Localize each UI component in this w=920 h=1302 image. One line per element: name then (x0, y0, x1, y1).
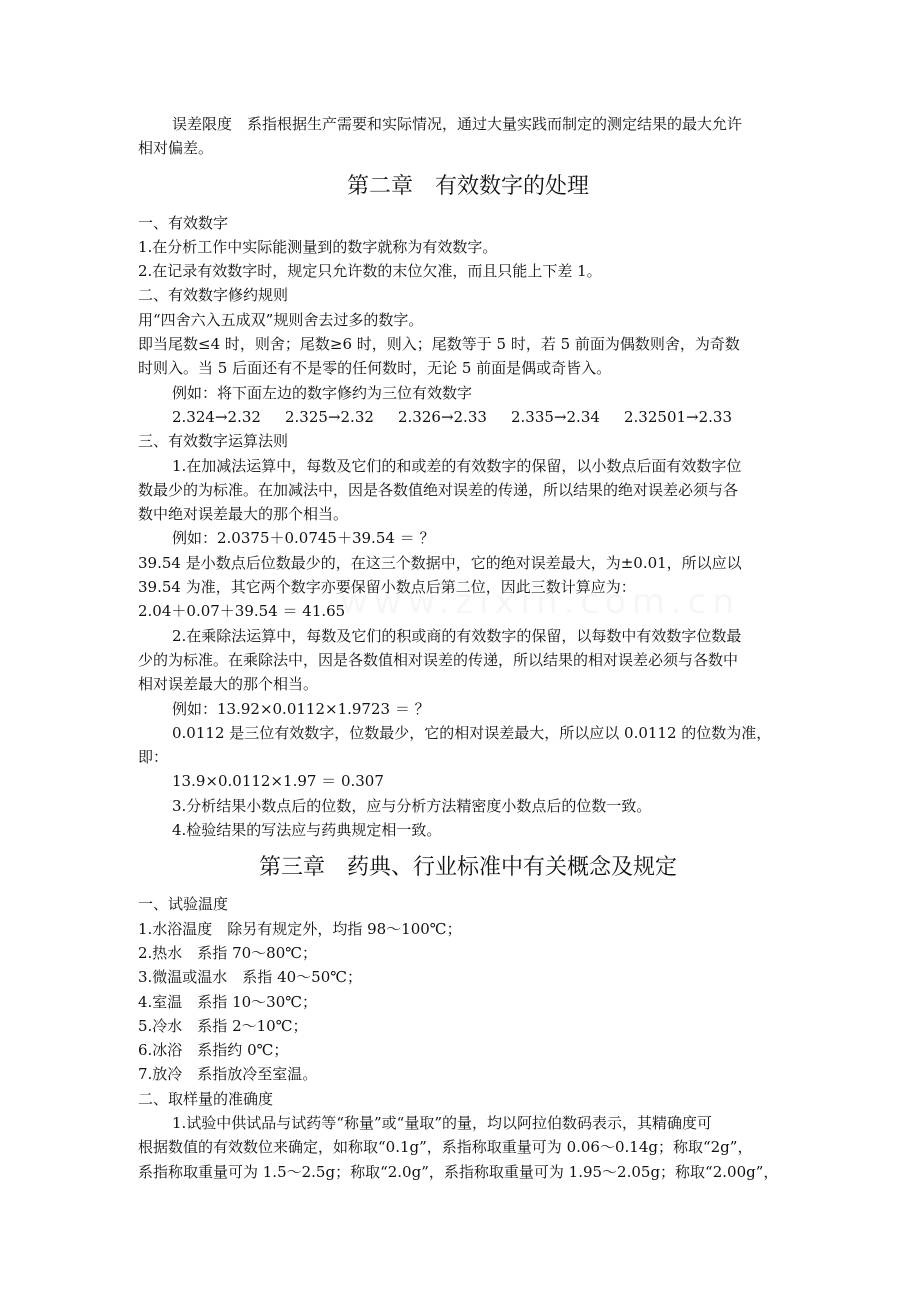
calculation-line: 13.9×0.0112×1.97 ＝ 0.307 (172, 772, 384, 791)
document-page (138, 112, 798, 1184)
paragraph-line: 即当尾数≤4 时，则舍；尾数≥6 时，则入；尾数等于 5 时，若 5 前面为偶数则舍，为奇数 (138, 335, 740, 354)
intro-line-1: 误差限度 系指根据生产需要和实际情况，通过大量实践而制定的测定结果的最大允许 (172, 115, 743, 133)
list-item: 5.冷水 系指 2～10℃； (138, 1016, 308, 1035)
paragraph-line: 0.0112 是三位有效数字，位数最少，它的相对误差最大，所以应以 0.0112 的位数为准， (172, 723, 772, 742)
list-item: 7.放冷 系指放冷至室温。 (138, 1065, 318, 1084)
list-item: 1.在分析工作中实际能测量到的数字就称为有效数字。 (138, 237, 498, 256)
paragraph-line: 根据数值的有效数位来确定，如称取“0.1g”，系指称取重量可为 0.06～0.14g；称取“2g”， (138, 1138, 753, 1157)
list-item: 2.在记录有效数字时，规定只允许数的末位欠准，而且只能上下差 1。 (138, 262, 602, 281)
rounding-example: 2.325→2.32 (285, 407, 374, 426)
chapter3-title: 第三章 药典、行业标准中有关概念及规定 (258, 855, 677, 881)
paragraph-line: 1.试验中供试品与试药等“称量”或“量取”的量，均以阿拉伯数码表示，其精确度可 (172, 1113, 712, 1132)
paragraph-line: 3.分析结果小数点后的位数，应与分析方法精密度小数点后的位数一致。 (172, 796, 652, 815)
section-heading: 一、有效数字 (138, 213, 229, 232)
example-intro: 例如：将下面左边的数字修约为三位有效数字 (172, 383, 473, 402)
paragraph-line: 少的为标准。在乘除法中，因是各数值相对误差的传递，所以结果的相对误差必须与各数中 (138, 650, 739, 669)
section-heading: 三、有效数字运算法则 (138, 432, 289, 451)
paragraph-line: 2.在乘除法运算中，每数及它们的积或商的有效数字的保留，以每数中有效数字位数最 (172, 626, 742, 645)
list-item: 6.冰浴 系指约 0℃； (138, 1041, 289, 1060)
calculation-line: 2.04＋0.07＋39.54 ＝ 41.65 (138, 602, 346, 621)
paragraph-line: 1.在加减法运算中，每数及它们的和或差的有效数字的保留，以小数点后面有效数字位 (172, 456, 742, 475)
rounding-example: 2.335→2.34 (511, 407, 600, 426)
paragraph-line: 系指称取重量可为 1.5～2.5g；称取“2.0g”，系指称取重量可为 1.95～2.05g；称取“2.00g”， (138, 1162, 779, 1181)
paragraph-line: 数最少的为标准。在加减法中，因是各数值绝对误差的传递，所以结果的绝对误差必须与各 (138, 480, 739, 499)
list-item: 3.微温或温水 系指 40～50℃； (138, 968, 363, 987)
paragraph-line: 4.检验结果的写法应与药典规定相一致。 (172, 821, 442, 840)
list-item: 2.热水 系指 70～80℃； (138, 943, 318, 962)
section-heading: 二、有效数字修约规则 (138, 286, 289, 305)
paragraph-line: 39.54 为准，其它两个数字亦要保留小数点后第二位，因此三数计算应为： (138, 578, 636, 597)
paragraph-line: 相对误差最大的那个相当。 (138, 675, 319, 694)
rounding-example: 2.326→2.33 (398, 407, 487, 426)
paragraph-line: 39.54 是小数点后位数最少的，在这三个数据中，它的绝对误差最大，为±0.01，所以应以 (138, 553, 742, 572)
rounding-example: 2.32501→2.33 (624, 407, 732, 426)
list-item: 1.水浴温度 除另有规定外，均指 98～100℃； (138, 919, 462, 938)
example-line: 例如：13.92×0.0112×1.9723 ＝ ？ (172, 699, 430, 718)
example-line: 例如：2.0375＋0.0745＋39.54 ＝ ？ (172, 529, 435, 548)
section-heading: 一、试验温度 (138, 895, 229, 914)
paragraph-line: 用“四舍六入五成双”规则舍去过多的数字。 (138, 310, 424, 329)
list-item: 4.室温 系指 10～30℃； (138, 992, 318, 1011)
intro-line-2: 相对偏差。 (138, 139, 214, 158)
rounding-example: 2.324→2.32 (172, 407, 261, 426)
paragraph-line: 数中绝对误差最大的那个相当。 (138, 505, 349, 524)
paragraph-line: 时则入。当 5 后面还有不是零的任何数时，无论 5 前面是偶或奇皆入。 (138, 359, 612, 378)
chapter2-title: 第二章 有效数字的处理 (346, 173, 589, 199)
paragraph-line: 即： (138, 748, 169, 767)
rounding-examples (138, 405, 798, 429)
section-heading: 二、取样量的准确度 (138, 1089, 274, 1108)
